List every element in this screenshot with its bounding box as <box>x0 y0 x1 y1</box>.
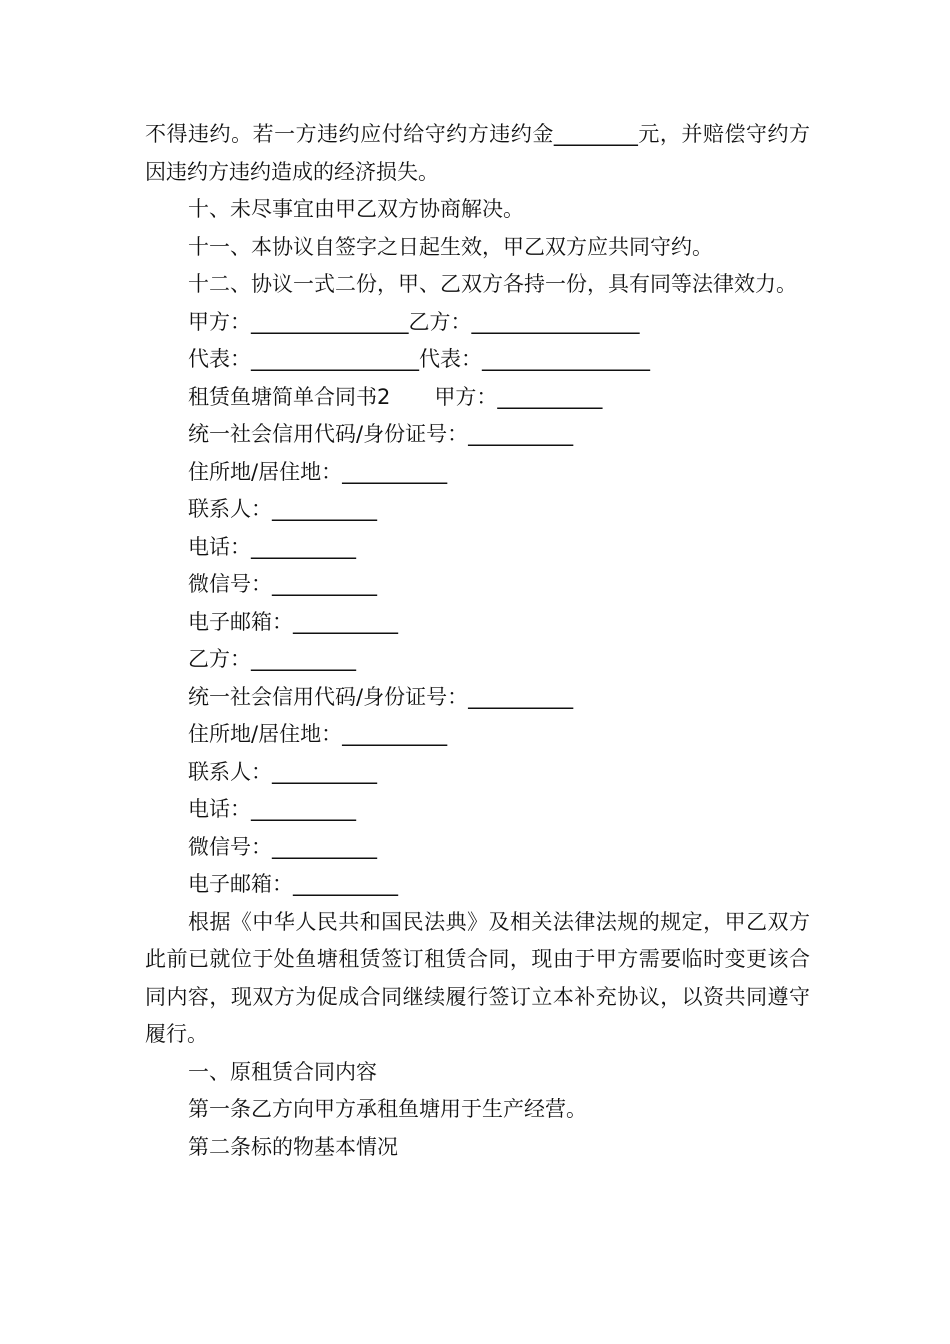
section-heading-1: 一、原租赁合同内容 <box>188 1059 377 1084</box>
party-b-field: 电话：__________ <box>188 797 356 821</box>
paragraph-breach: 不得违约。若一方违约应付给守约方违约金________元，并赔偿守约方因违约方违约造成的经济损失。 <box>145 122 810 184</box>
party-a-field: 统一社会信用代码/身份证号：__________ <box>188 422 574 446</box>
party-b-field: 住所地/居住地：__________ <box>188 722 448 746</box>
body-paragraph: 根据《中华人民共和国民法典》及相关法律法规的规定，甲乙双方此前已就位于处鱼塘租赁签订租赁合同，现由于甲方需要临时变更该合同内容，现双方为促成合同继续履行签订立本补充协议，以资共同遵守履行。 <box>145 909 810 1046</box>
article-1: 第一条乙方向甲方承租鱼塘用于生产经营。 <box>188 1097 587 1121</box>
article-2: 第二条标的物基本情况 <box>188 1134 398 1159</box>
signature-row-representative <box>145 341 810 379</box>
paragraph-clause-11: 十一、本协议自签字之日起生效，甲乙双方应共同守约。 <box>188 234 713 259</box>
rep-a-signature: 代表：________________ <box>188 347 419 371</box>
party-b-label: 乙方：__________ <box>188 647 356 671</box>
party-a-field: 住所地/居住地：__________ <box>188 459 448 484</box>
paragraph-clause-12: 十二、协议一式二份，甲、乙双方各持一份，具有同等法律效力。 <box>188 272 797 296</box>
paragraph-clause-10: 十、未尽事宜由甲乙双方协商解决。 <box>188 197 524 221</box>
party-a-field: 电子邮箱：__________ <box>188 609 398 634</box>
contract-title: 租赁鱼塘简单合同书2 <box>188 384 391 409</box>
party-a-field: 微信号：__________ <box>188 572 377 596</box>
contract-title-line <box>145 379 810 417</box>
party-b-field: 统一社会信用代码/身份证号：__________ <box>188 684 574 709</box>
party-a-signature: 甲方：_______________ <box>188 309 409 334</box>
rep-b-signature: 代表：________________ <box>419 347 650 371</box>
party-b-signature: 乙方：________________ <box>408 309 640 334</box>
document-page <box>145 116 810 1166</box>
party-b-field: 微信号：__________ <box>188 834 377 859</box>
party-b-field: 电子邮箱：__________ <box>188 872 398 896</box>
title-party-a: 甲方：__________ <box>434 384 603 409</box>
signature-row-party <box>145 304 810 342</box>
party-b-field: 联系人：__________ <box>188 759 377 784</box>
party-a-field: 电话：__________ <box>188 534 356 559</box>
party-a-field: 联系人：__________ <box>188 497 377 521</box>
